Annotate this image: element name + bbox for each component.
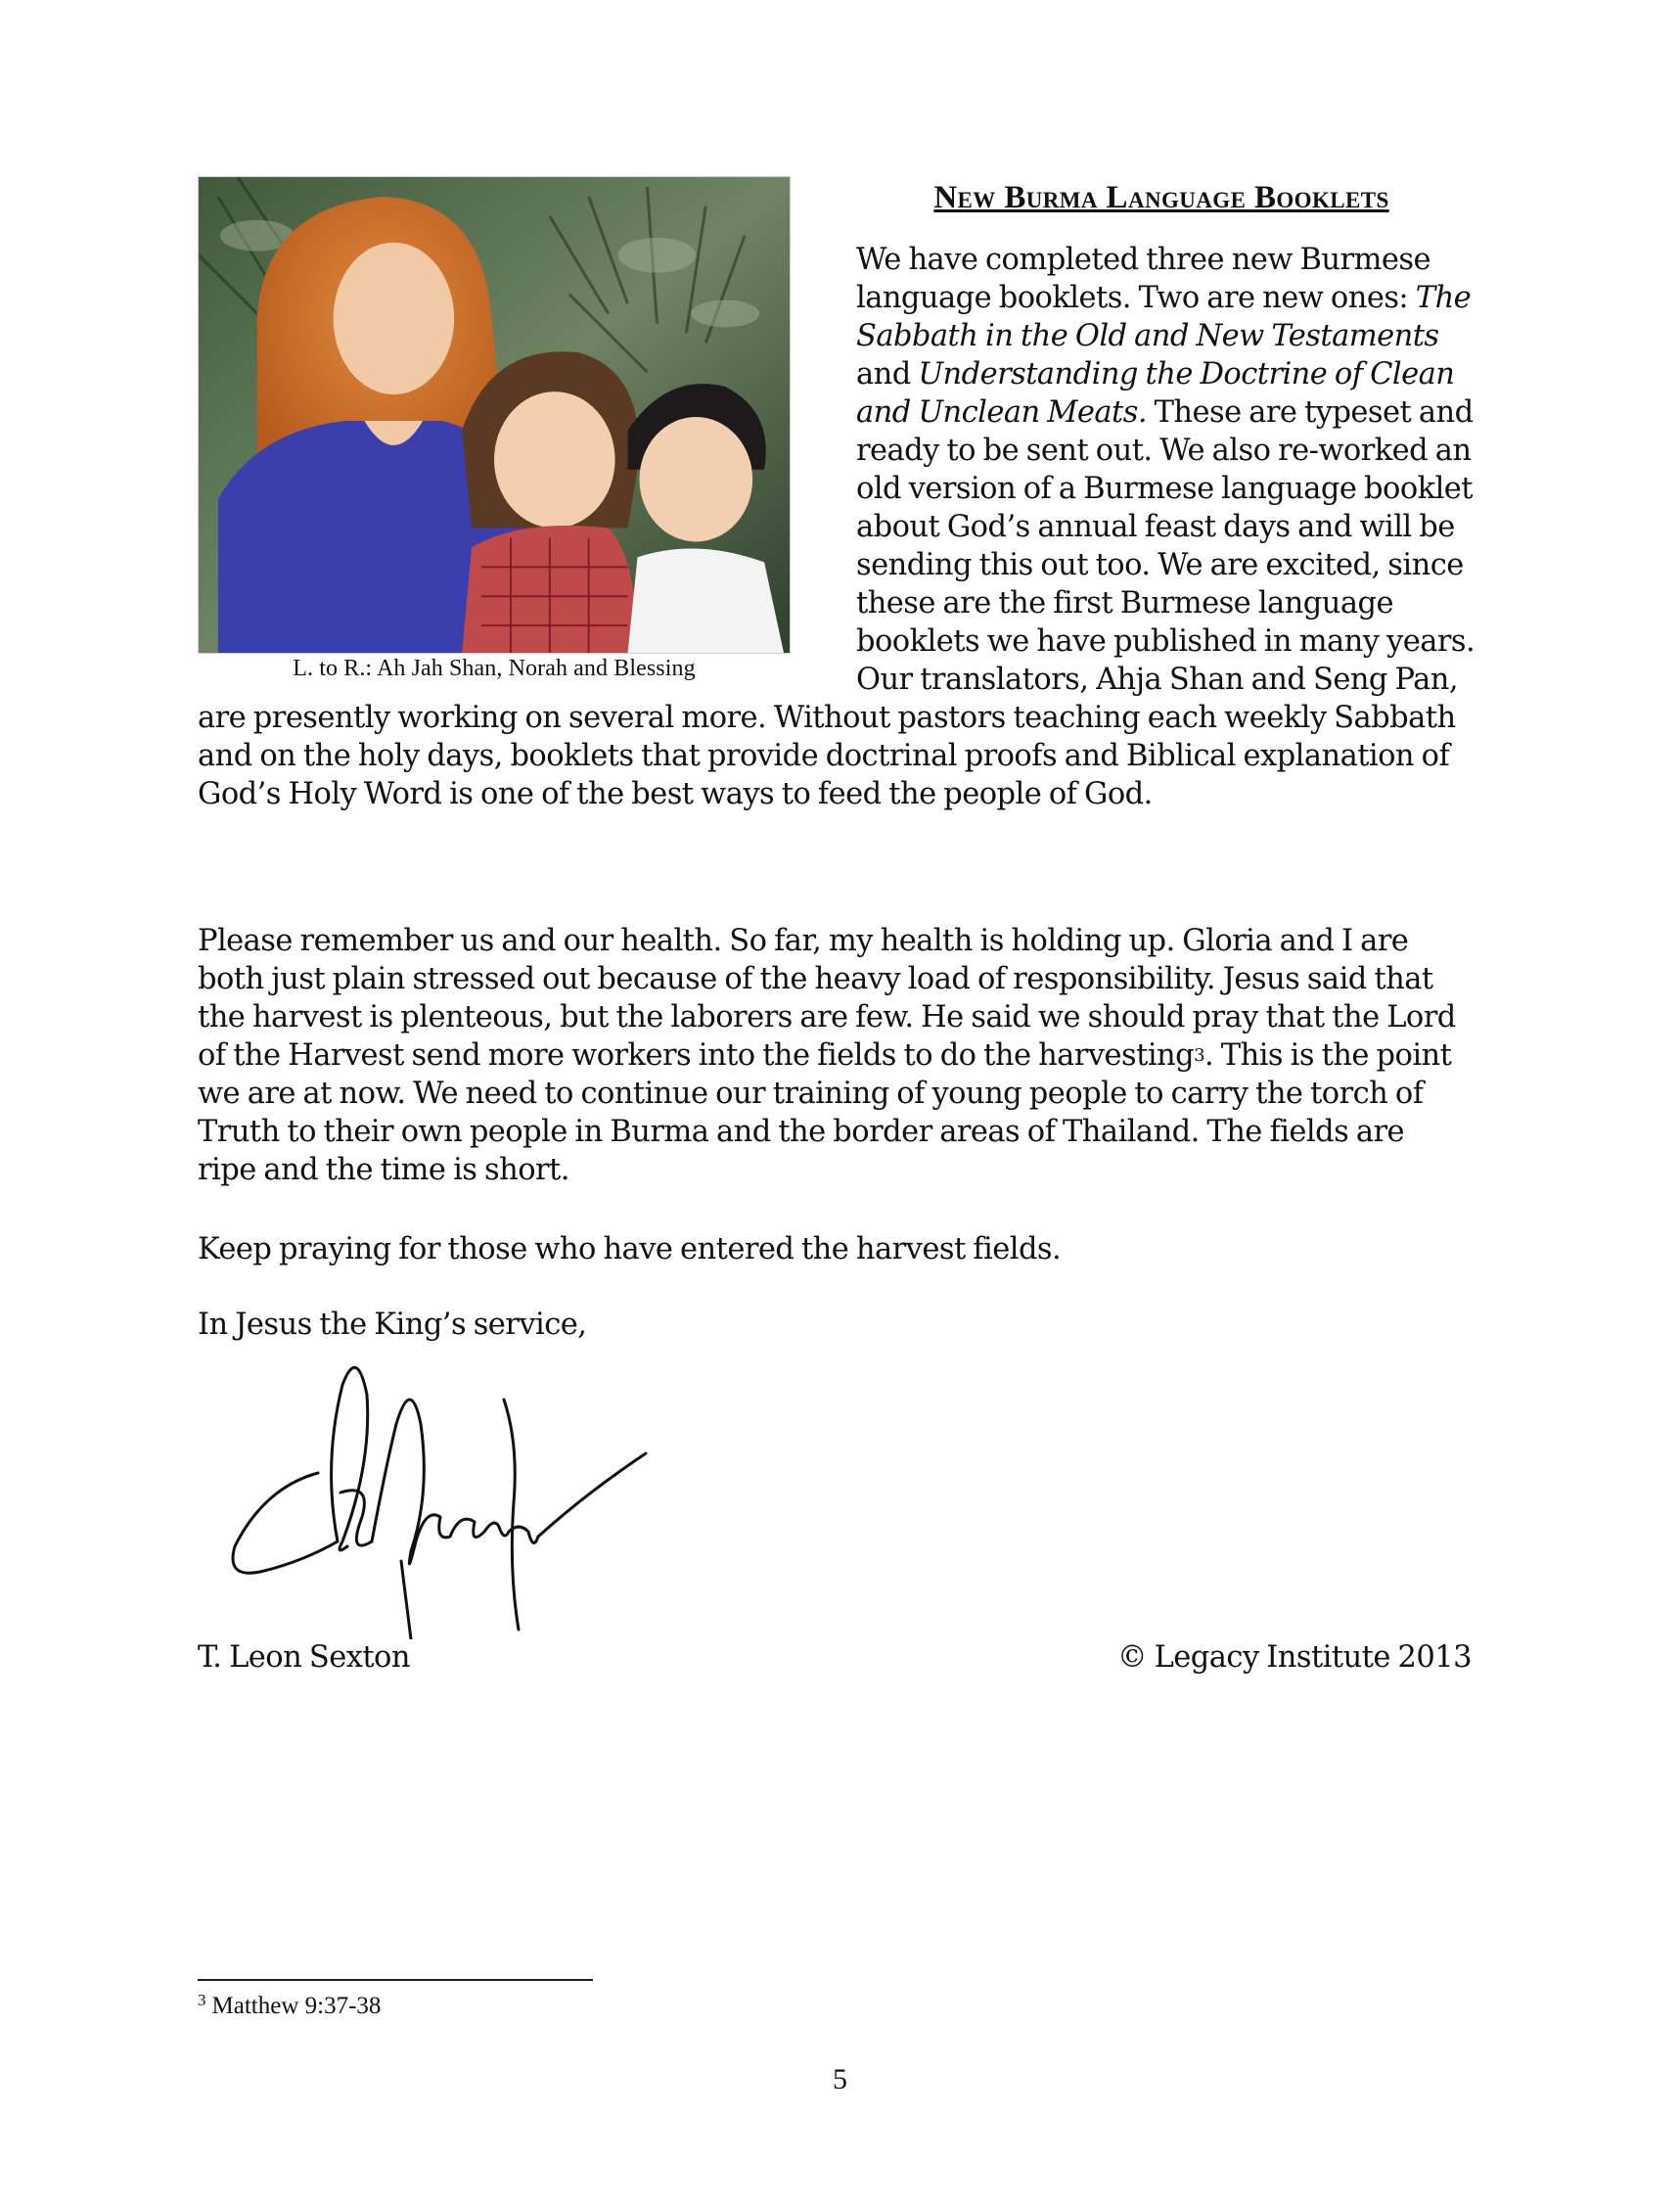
footnote-text: Matthew 9:37-38 — [211, 1993, 382, 2019]
text-line: both just plain stressed out because of the heavy load of responsibility. Jesus said that — [198, 962, 1433, 996]
text-line: sending this out too. We are excited, since — [856, 548, 1464, 582]
health-paragraph — [198, 922, 1489, 1189]
footnote-divider — [198, 1979, 593, 1981]
section-heading: New Burma Language Booklets — [933, 180, 1389, 215]
text-line: and Unclean Meats. These are typeset and — [856, 395, 1474, 430]
booklet-title: Sabbath in the Old and New Testaments — [856, 319, 1439, 353]
text-line: and Understanding the Doctrine of Clean — [856, 357, 1455, 391]
text-line: We have completed three new Burmese — [856, 243, 1430, 277]
handwritten-signature — [225, 1346, 656, 1639]
text-line: we are at now. We need to continue our training of young people to carry the torch of — [198, 1077, 1424, 1111]
prayer-paragraph: Keep praying for those who have entered the harvest fields. — [198, 1232, 1062, 1266]
booklet-title: The — [1415, 281, 1472, 315]
intro-continuation — [198, 699, 1489, 813]
text-line: the harvest is plenteous, but the laborers are few. He said we should pray that the Lord — [198, 1000, 1456, 1035]
text-line: these are the first Burmese language — [856, 586, 1393, 621]
text-line: ready to be sent out. We also re-worked an — [856, 434, 1472, 468]
text-line: old version of a Burmese language booklet — [856, 472, 1473, 506]
footnote-mark: 3 — [198, 1991, 206, 2009]
closing-salutation: In Jesus the King’s service, — [198, 1308, 587, 1342]
copyright-notice: © Legacy Institute 2013 — [1117, 1640, 1472, 1675]
text-line: language booklets. Two are new ones: The — [856, 281, 1472, 315]
text-line: God’s Holy Word is one of the best ways to feed the people of God. — [198, 777, 1153, 811]
text-line: Our translators, Ahja Shan and Seng Pan, — [856, 663, 1459, 697]
text-line — [856, 317, 1482, 355]
booklet-title: Understanding the Doctrine of Clean — [918, 357, 1455, 391]
text-line: Please remember us and our health. So far, my health is holding up. Gloria and I are — [198, 924, 1409, 958]
photo-figure — [198, 176, 791, 682]
intro-paragraph — [856, 241, 1482, 699]
text-line: Truth to their own people in Burma and the border areas of Thailand. The fields are — [198, 1115, 1404, 1149]
text-line: about God’s annual feast days and will be — [856, 510, 1455, 544]
footnote-reference[interactable]: 3 — [1194, 1045, 1205, 1066]
page-number: 5 — [833, 2063, 847, 2095]
text-line: of the Harvest send more workers into the fields to do the harvesting3. This is the point — [198, 1038, 1452, 1073]
footnote — [198, 1993, 381, 2020]
text-line: ripe and the time is short. — [198, 1153, 569, 1187]
text-line: booklets we have published in many years. — [856, 624, 1476, 659]
family-photo — [198, 176, 791, 654]
text-line: are presently working on several more. Without pastors teaching each weekly Sabbath — [198, 701, 1456, 735]
photo-caption: L. to R.: Ah Jah Shan, Norah and Blessing — [293, 656, 696, 681]
booklet-title: and Unclean Meats. — [856, 395, 1147, 430]
signatory-name: T. Leon Sexton — [198, 1640, 410, 1675]
text-line: and on the holy days, booklets that provide doctrinal proofs and Biblical explanation of — [198, 739, 1450, 773]
